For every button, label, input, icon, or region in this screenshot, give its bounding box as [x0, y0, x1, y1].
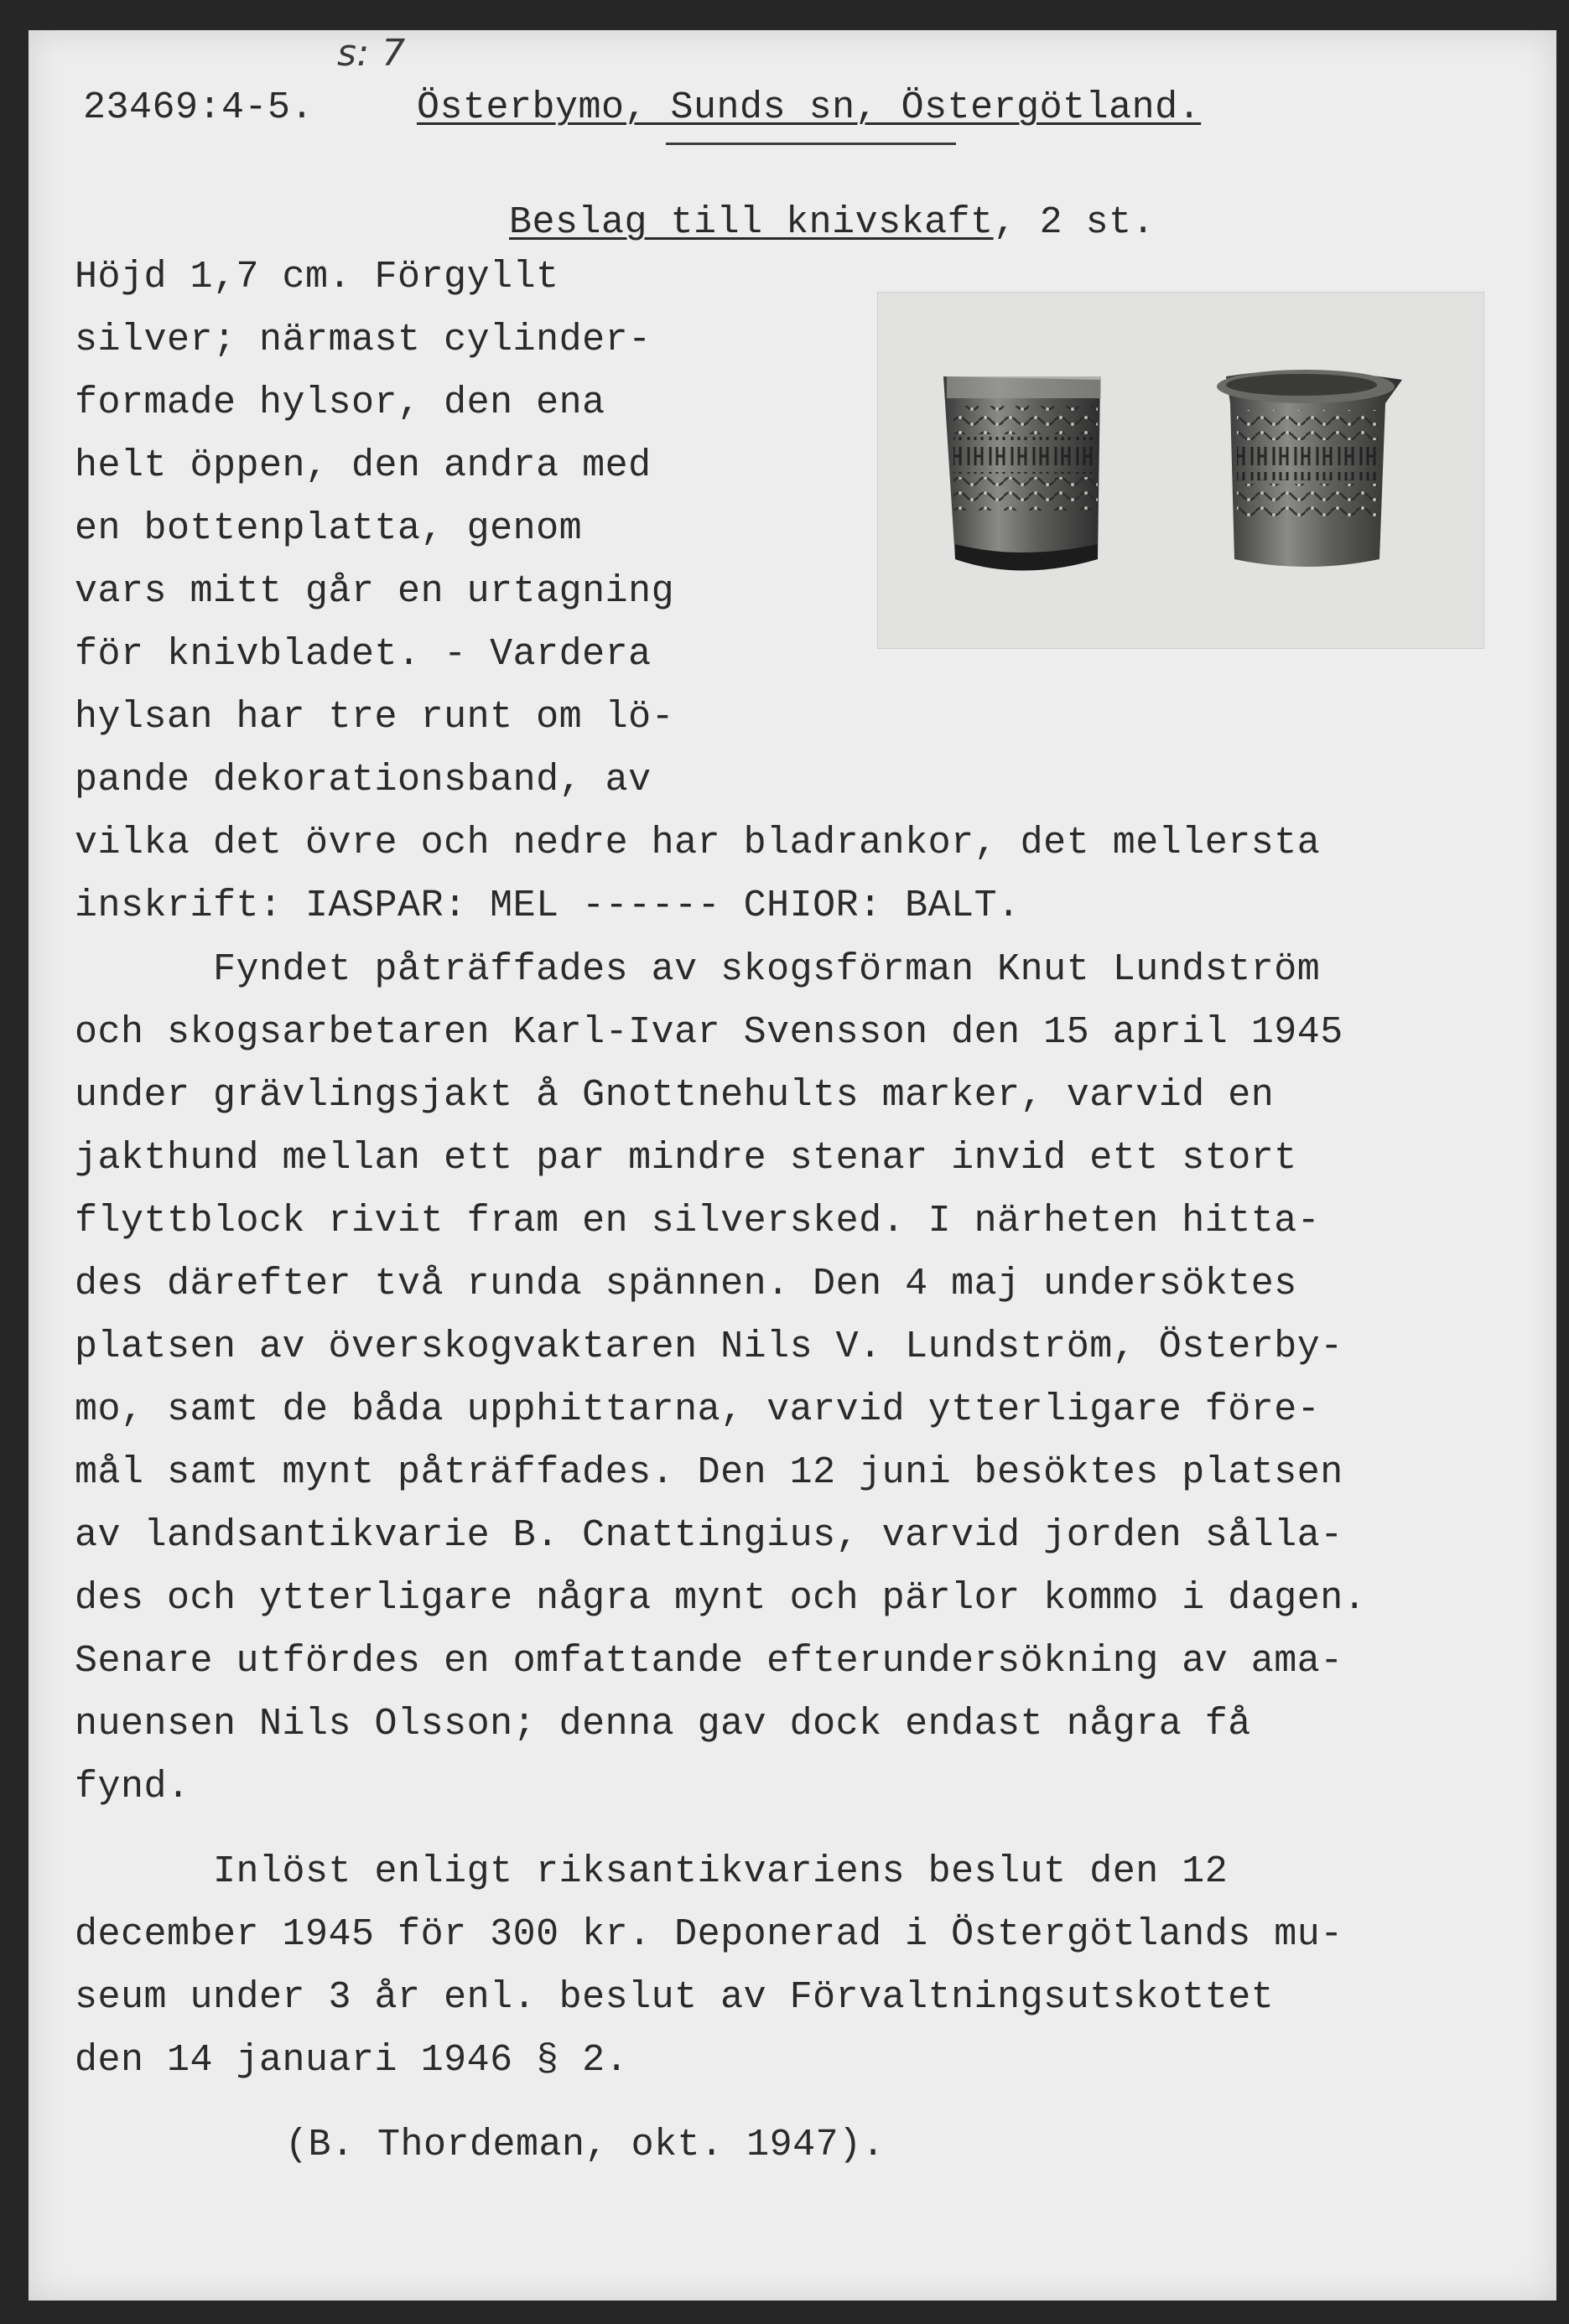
body-line: seum under 3 år enl. beslut av Förvaltningsutskottet: [75, 1976, 1275, 2019]
body-line: helt öppen, den andra med: [75, 444, 652, 487]
object-count: , 2 st.: [993, 201, 1156, 244]
body-line: mål samt mynt påträffades. Den 12 juni besöktes platsen: [75, 1451, 1343, 1494]
body-line: av landsantikvarie B. Cnattingius, varvid jorden sålla-: [75, 1514, 1343, 1557]
location-heading: Österbymo, Sunds sn, Östergötland.: [417, 86, 1202, 129]
body-line: Fyndet påträffades av skogsförman Knut Lundström: [75, 948, 1321, 991]
body-line: des och ytterligare några mynt och pärlor kommo i dagen.: [75, 1577, 1367, 1620]
artifact-photo: [877, 292, 1484, 649]
catalog-card: [29, 30, 1556, 2301]
heading-rule: [666, 143, 956, 145]
body-line: Senare utfördes en omfattande efterundersökning av ama-: [75, 1640, 1343, 1683]
body-line: formade hylsor, den ena: [75, 381, 605, 424]
body-line: jakthund mellan ett par mindre stenar invid ett stort: [75, 1137, 1297, 1180]
right-fitting: [1217, 370, 1402, 567]
body-line: platsen av överskogvaktaren Nils V. Lundström, Österby-: [75, 1325, 1343, 1368]
left-fitting: [943, 376, 1101, 571]
body-line: flyttblock rivit fram en silversked. I närheten hitta-: [75, 1200, 1321, 1242]
body-line: hylsan har tre runt om lö-: [75, 696, 675, 739]
body-line: inskrift: IASPAR: MEL ------ CHIOR: BALT.: [75, 884, 1021, 927]
knife-fittings-image: [878, 293, 1483, 648]
object-title: Beslag till knivskaft: [509, 201, 994, 244]
body-line: vilka det övre och nedre har bladrankor, det mellersta: [75, 822, 1321, 864]
handwritten-note: s: 7: [337, 32, 406, 75]
body-line: fynd.: [75, 1766, 190, 1808]
body-line: pande dekorationsband, av: [75, 759, 652, 801]
body-line: och skogsarbetaren Karl-Ivar Svensson den 15 april 1945: [75, 1011, 1343, 1054]
body-line: den 14 januari 1946 § 2.: [75, 2039, 629, 2082]
body-line: des därefter två runda spännen. Den 4 maj undersöktes: [75, 1263, 1297, 1305]
catalog-number: 23469:4-5.: [83, 86, 314, 129]
body-line: nuensen Nils Olsson; denna gav dock endast några få: [75, 1703, 1251, 1746]
body-line: under grävlingsjakt å Gnottnehults marker, varvid en: [75, 1074, 1275, 1117]
body-line: för knivbladet. - Vardera: [75, 633, 652, 676]
body-line: en bottenplatta, genom: [75, 507, 583, 550]
body-line: december 1945 för 300 kr. Deponerad i Östergötlands mu-: [75, 1913, 1343, 1956]
body-line: Höjd 1,7 cm. Förgyllt: [75, 256, 559, 298]
body-line: silver; närmast cylinder-: [75, 319, 652, 361]
body-line: vars mitt går en urtagning: [75, 570, 675, 613]
body-line: mo, samt de båda upphittarna, varvid ytterligare före-: [75, 1388, 1321, 1431]
body-line: Inlöst enligt riksantikvariens beslut den 12: [75, 1850, 1229, 1893]
signature: (B. Thordeman, okt. 1947).: [285, 2124, 886, 2166]
